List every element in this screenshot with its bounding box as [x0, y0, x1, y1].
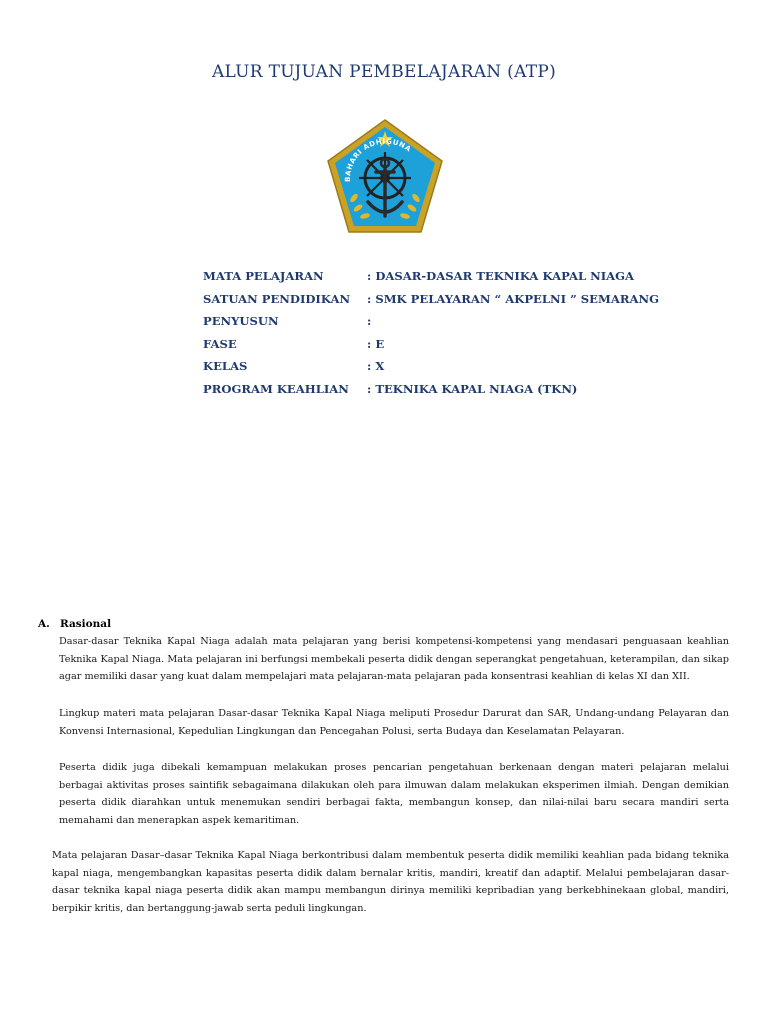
info-value: : X: [367, 359, 385, 374]
info-row-fase: [203, 337, 659, 360]
info-label: PROGRAM KEAHLIAN: [203, 381, 349, 396]
section-title: Rasional: [60, 618, 112, 630]
section-letter: A.: [38, 618, 50, 630]
info-row-mata-pelajaran: [203, 269, 659, 292]
info-row-kelas: [203, 359, 659, 382]
info-label: PENYUSUN: [203, 314, 279, 329]
paragraph-1: Dasar-dasar Teknika Kapal Niaga adalah mata pelajaran yang berisi kompetensi-kompetensi yang mendasari penguasaan keahlian Teknika Kapal Niaga. Mata pelajaran ini berfungsi membekali peserta didik dengan seperangkat pengetahuan, keterampilan, dan sikap agar memiliki dasar yang kuat dalam mempelajari mata pelajaran-mata pelajaran pada konsentrasi keahlian di kelas XI dan XII.: [59, 636, 729, 683]
paragraph-4: Mata pelajaran Dasar–dasar Teknika Kapal Niaga berkontribusi dalam membentuk peserta didik memiliki keahlian pada bidang teknika kapal niaga, mengembangkan kapasitas peserta didik dalam bernalar kritis, mandiri, kreatif dan adaptif. Melalui pembelajaran dasar-dasar teknika kapal niaga peserta didik akan mampu membangun dirinya memiliki kepribadian yang berkebhinekaan global, mandiri, berpikir kritis, dan bertanggung-jawab serta peduli lingkungan.: [52, 850, 729, 914]
paragraph-3: Peserta didik juga dibekali kemampuan melakukan proses pencarian pengetahuan berkenaan dengan materi pelajaran melalui berbagai aktivitas proses saintifik sebagaimana dilakukan oleh para ilmuwan dalam melakukan eksperimen ilmiah. Dengan demikian peserta didik diarahkan untuk menemukan sendiri berbagai fakta, membangun konsep, dan nilai-nilai baru secara mandiri serta memahami dan menerapkan aspek kemaritiman.: [59, 762, 729, 826]
info-row-penyusun: [203, 314, 659, 337]
info-label: FASE: [203, 336, 237, 351]
info-value: : DASAR-DASAR TEKNIKA KAPAL NIAGA: [367, 269, 635, 283]
logo-text: BAHARI ADHIGUNA: [343, 137, 413, 183]
info-label: KELAS: [203, 359, 248, 374]
info-row-satuan-pendidikan: [203, 292, 659, 315]
document-title: ALUR TUJUAN PEMBELAJARAN (ATP): [211, 62, 557, 82]
info-label: MATA PELAJARAN: [203, 269, 324, 283]
school-logo: [324, 116, 446, 238]
info-value: : SMK PELAYARAN “ AKPELNI ” SEMARANG: [367, 291, 659, 306]
info-label: SATUAN PENDIDIKAN: [203, 291, 351, 306]
info-row-program-keahlian: [203, 382, 659, 405]
paragraph-2: Lingkup materi mata pelajaran Dasar-dasar Teknika Kapal Niaga meliputi Prosedur Darurat dan SAR, Undang-undang Pelayaran dan Konvensi Internasional, Kepedulian Lingkungan dan Pencegahan Polusi, serta Budaya dan Keselamatan Pelayaran.: [59, 708, 729, 737]
info-value: : E: [367, 336, 385, 351]
course-info-table: [203, 269, 659, 405]
info-value: :: [367, 314, 372, 329]
section-heading: [38, 618, 111, 630]
pentagon-anchor-emblem-icon: [324, 116, 446, 238]
info-value: : TEKNIKA KAPAL NIAGA (TKN): [367, 381, 578, 396]
